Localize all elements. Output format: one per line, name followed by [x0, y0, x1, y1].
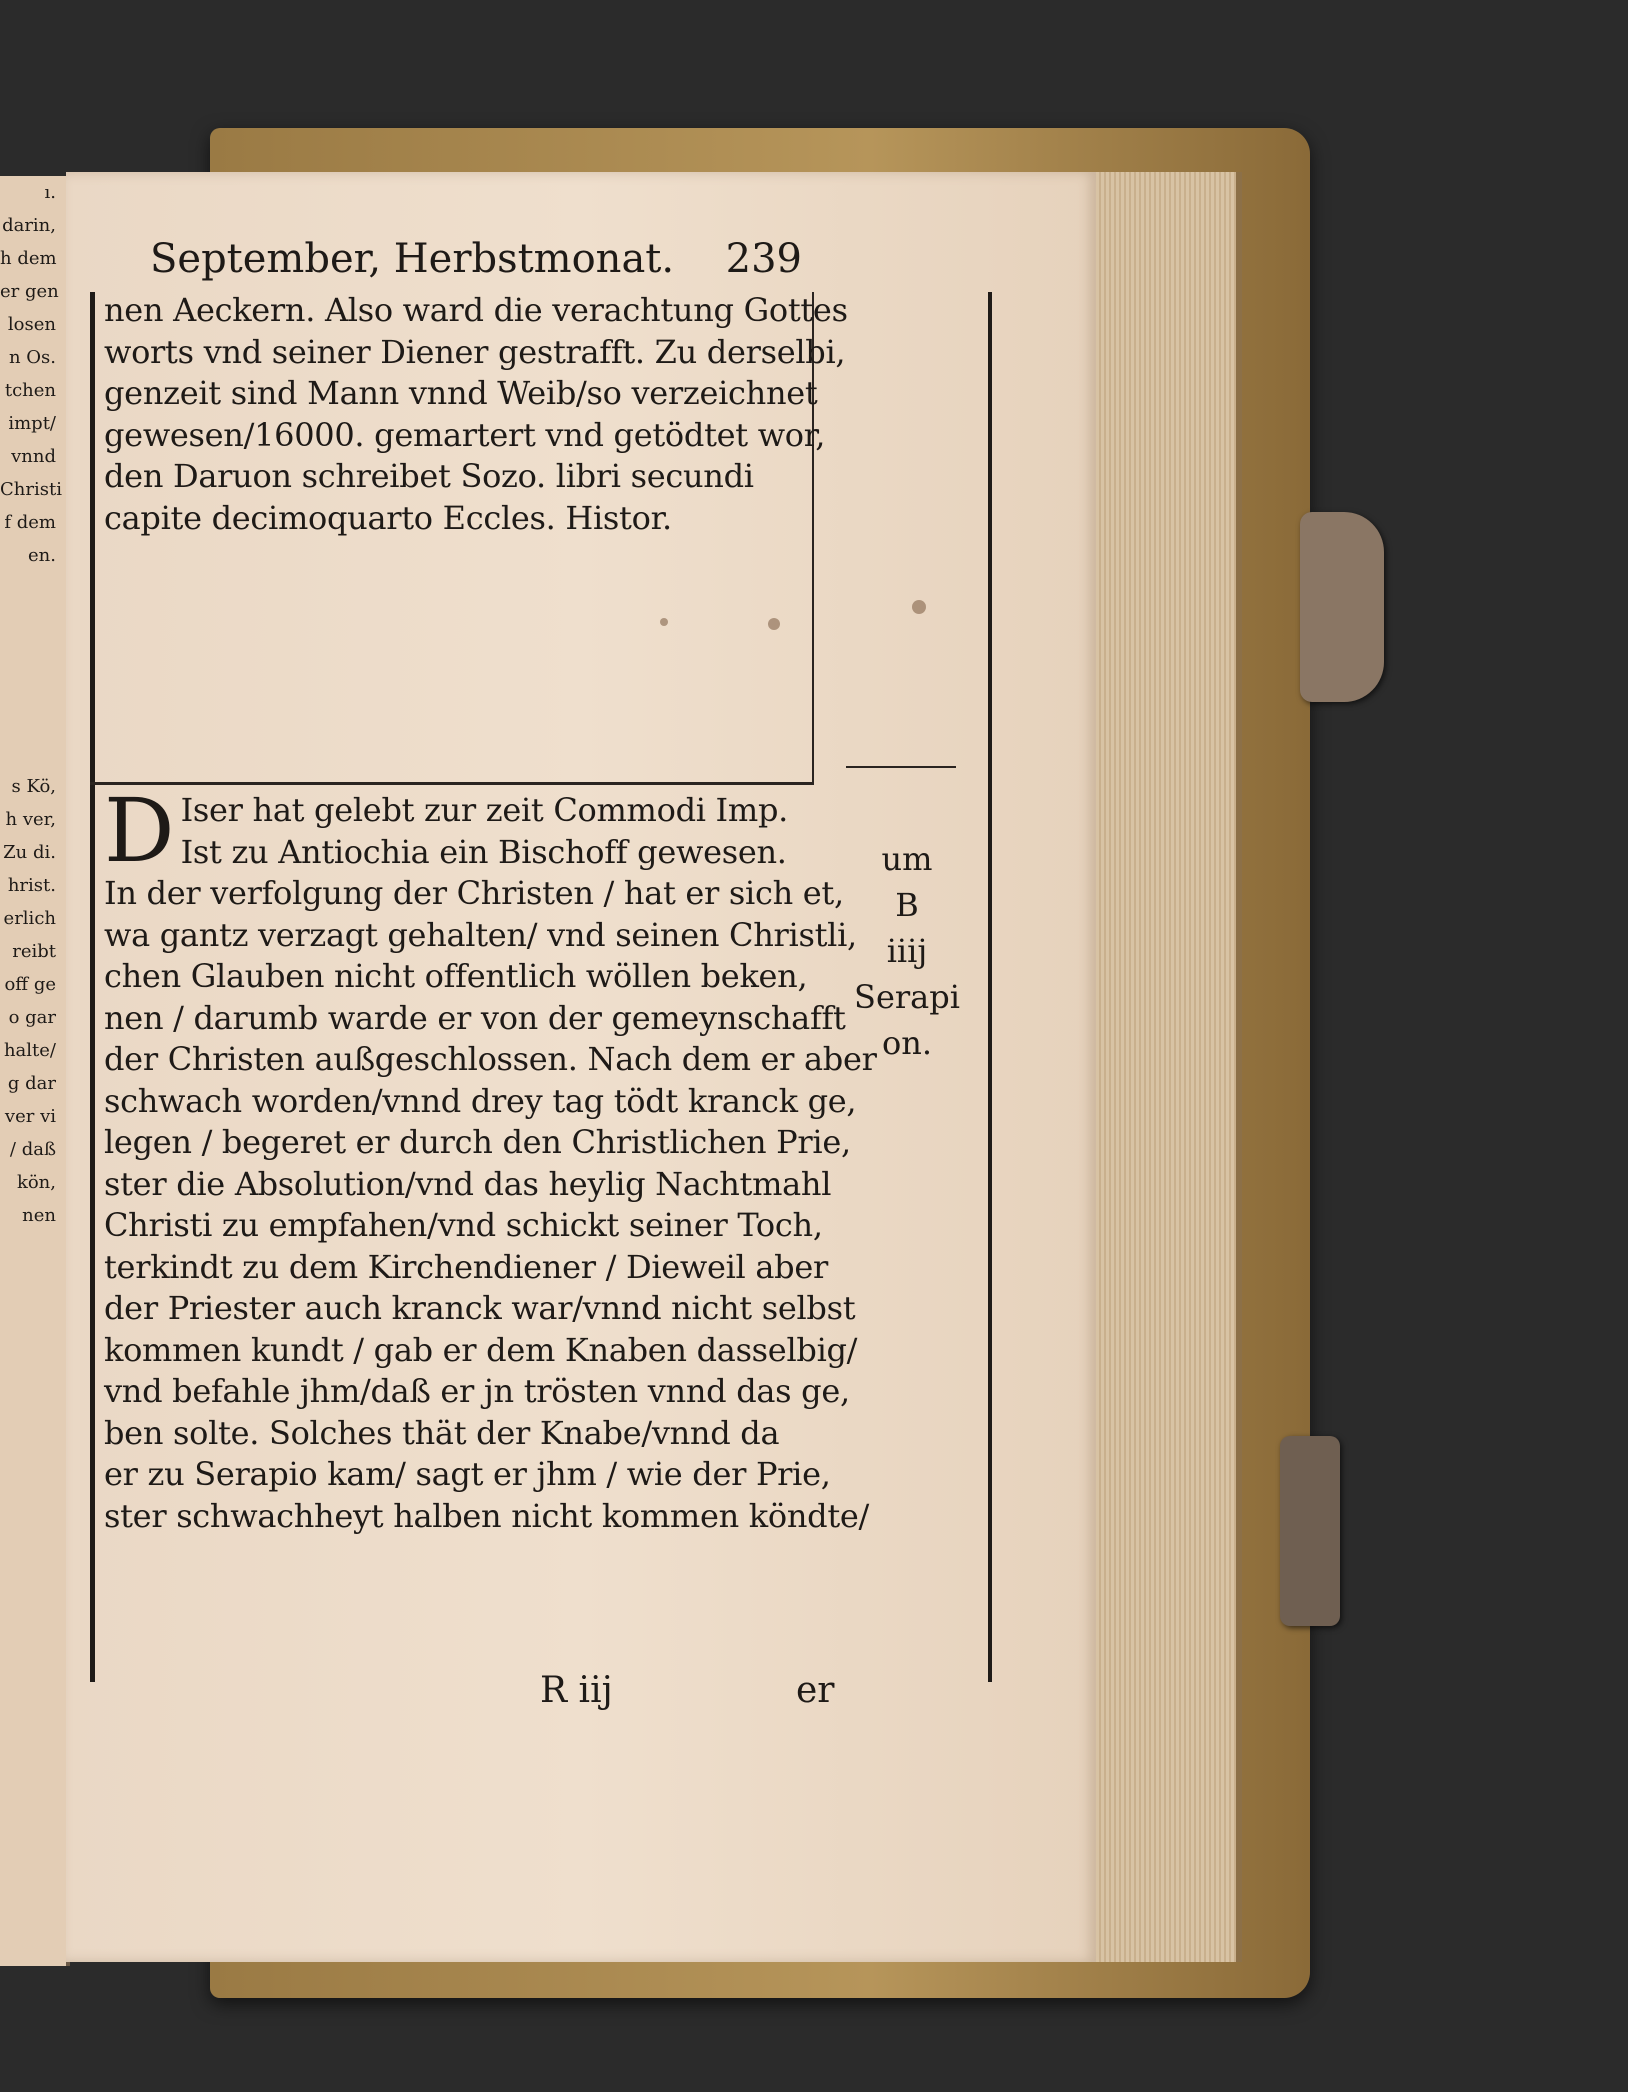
marginal-note-line: Serapi — [854, 978, 960, 1016]
text-line: den Daruon schreibet Sozo. libri secundi — [104, 457, 754, 495]
text-line: Christi zu empfahen/vnd schickt seiner Toch, — [104, 1206, 823, 1244]
text-line: vnd befahle jhm/daß er jn trösten vnnd das ge, — [104, 1372, 850, 1410]
left-page-text: ı. — [44, 182, 56, 203]
left-page-text: hrist. — [7, 875, 56, 896]
left-page-text: darin, — [2, 215, 56, 236]
text-line: terkindt zu dem Kirchendiener / Dieweil aber — [104, 1247, 828, 1286]
left-page-text: Zu di. — [3, 842, 56, 863]
text-line: ster schwachheyt halben nicht kommen köndte/ — [104, 1496, 870, 1535]
left-page-text: kön, — [16, 1172, 56, 1193]
text-line: der Priester auch kranck war/vnnd nicht selbst — [104, 1289, 856, 1327]
marginal-rule — [846, 766, 956, 768]
left-page-text: g dar — [7, 1073, 56, 1094]
text-line: capite decimoquarto Eccles. Histor. — [104, 498, 672, 537]
text-line: ben solte. Solches thät der Knabe/vnnd da — [104, 1413, 780, 1452]
catchword: er — [796, 1670, 835, 1711]
left-page-text: en. — [28, 545, 56, 566]
marginal-note-line: on. — [881, 1024, 933, 1062]
left-page-text: off ge — [4, 974, 56, 995]
left-page-text — [0, 638, 66, 671]
clasp-top — [1300, 512, 1384, 702]
text-block-top — [104, 290, 848, 539]
dropcap: D — [104, 779, 175, 882]
text-line: chen Glauben nicht offentlich wöllen beken, — [104, 957, 808, 995]
left-page-text: / daß — [9, 1139, 56, 1160]
text-line: nen Aeckern. Also ward die verachtung Gottes — [104, 291, 848, 329]
left-page-text — [0, 737, 66, 770]
marginal-note — [832, 836, 982, 1066]
left-page-text — [0, 671, 66, 704]
left-page-text: halte/ — [3, 1040, 56, 1061]
text-line: Ist zu Antiochia ein Bischoff gewesen. — [180, 832, 787, 871]
text-line: Iser hat gelebt zur zeit Commodi Imp. — [180, 791, 788, 829]
left-page-fragment — [0, 176, 70, 1966]
left-page-text: er gen — [0, 281, 59, 302]
page-number: 239 — [725, 236, 802, 282]
text-line: wa gantz verzagt gehalten/ vnd seinen Christli, — [104, 915, 857, 954]
running-header — [150, 236, 802, 282]
text-line: nen / darumb warde er von der gemeynschafft — [104, 998, 846, 1037]
text-line: er zu Serapio kam/ sagt er jhm / wie der Prie, — [104, 1455, 831, 1493]
text-line: genzeit sind Mann vnnd Weib/so verzeichnet — [104, 374, 818, 412]
left-page-text — [0, 605, 66, 638]
marginal-note-line: B — [895, 886, 919, 924]
text-line: schwach worden/vnnd drey tag tödt kranck ge, — [104, 1081, 857, 1120]
left-page-text: o gar — [8, 1007, 56, 1028]
left-page-text: Christi — [0, 479, 62, 500]
left-page-text: erlich — [3, 908, 56, 929]
signature-mark: R iij — [540, 1670, 613, 1711]
left-page-text: h ver, — [5, 809, 56, 830]
text-line: In der verfolgung der Christen / hat er sich et, — [104, 874, 844, 912]
marginal-note-line: um — [881, 840, 933, 878]
left-page-text: n Os. — [8, 347, 56, 368]
header-title: September, Herbstmonat. — [150, 236, 675, 282]
text-line: ster die Absolution/vnd das heylig Nachtmahl — [104, 1164, 832, 1203]
left-page-text: losen — [7, 314, 56, 335]
clasp-bottom — [1280, 1436, 1340, 1626]
left-page-text: vnnd — [11, 446, 56, 467]
text-line: der Christen außgeschlossen. Nach dem er aber — [104, 1040, 877, 1078]
text-line: worts vnd seiner Diener gestrafft. Zu derselbi, — [104, 332, 846, 371]
left-page-text — [0, 704, 66, 737]
left-page-text: nen — [22, 1205, 56, 1226]
text-block-main — [104, 779, 877, 1537]
left-page-text: f dem — [4, 512, 56, 533]
left-page-text: impt/ — [8, 413, 56, 434]
left-page-text: tchen — [4, 380, 56, 401]
left-page-text — [0, 572, 66, 605]
left-page-text: ver vi — [4, 1106, 56, 1127]
left-page-text: s Kö, — [11, 776, 56, 797]
marginal-note-line: iiij — [886, 932, 928, 970]
text-line: gewesen/16000. gemartert vnd getödtet wor, — [104, 415, 826, 454]
left-page-text: reibt — [12, 941, 56, 962]
text-line: kommen kundt / gab er dem Knaben dasselbig/ — [104, 1330, 858, 1369]
text-line: legen / begeret er durch den Christlichen Prie, — [104, 1123, 851, 1161]
left-page-text: h dem — [0, 248, 57, 269]
page-edges — [1086, 172, 1242, 1962]
